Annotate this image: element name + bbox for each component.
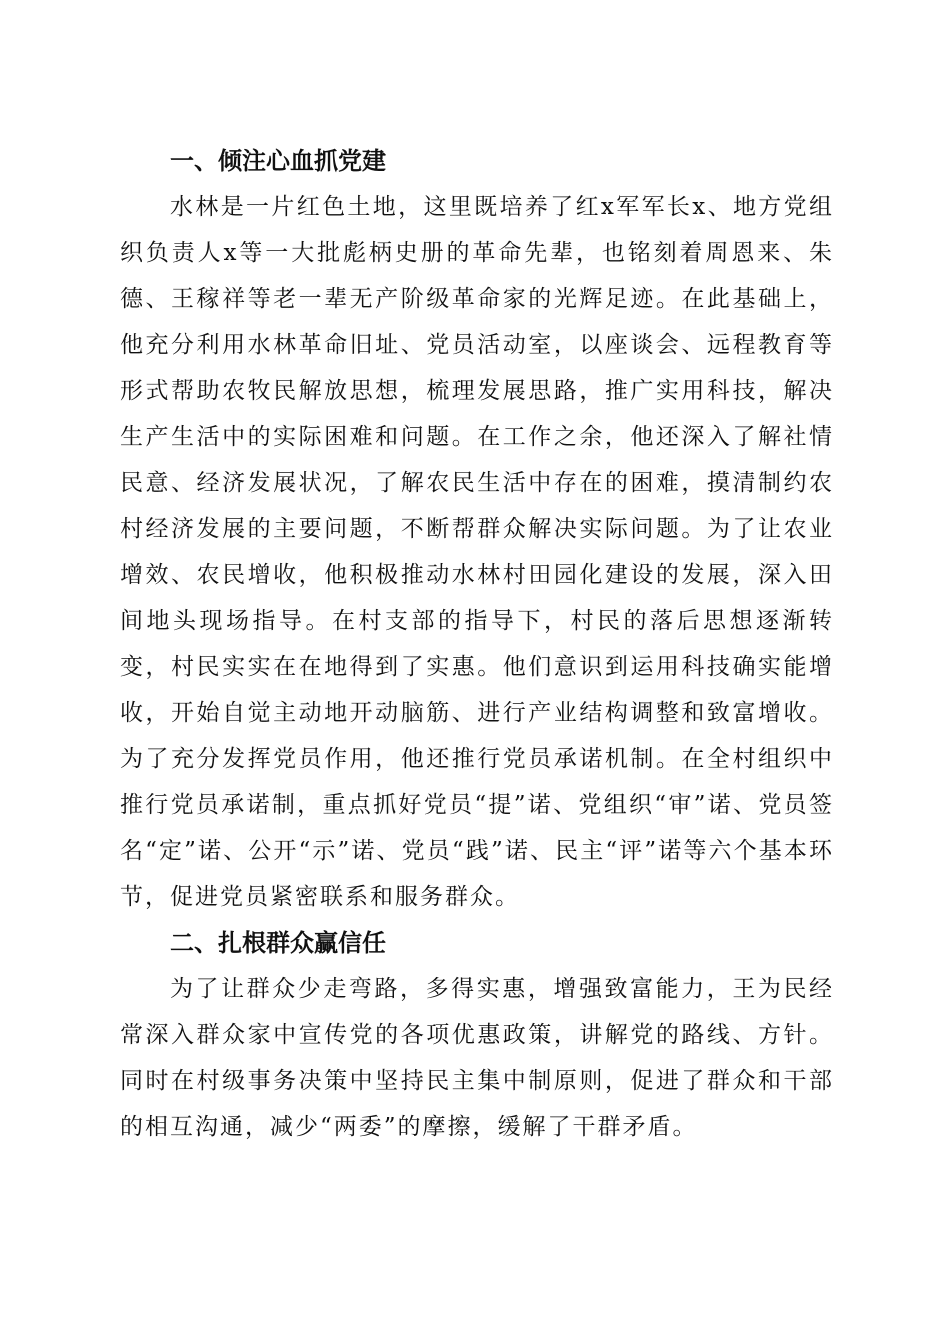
section-heading-1: 一、倾注心血抓党建 (170, 147, 386, 175)
section-heading-2: 二、扎根群众赢信任 (170, 929, 386, 957)
section-paragraph-2: 为了让群众少走弯路，多得实惠，增强致富能力，王为民经常深入群众家中宣传党的各项优惠政策，讲解党的路线、方针。同时在村级事务决策中坚持民主集中制原则，促进了群众和干部的相互沟通，减少“两委”的摩擦，缓解了干群矛盾。 (120, 976, 834, 1140)
document-body (120, 138, 834, 1150)
section-paragraph-1: 水林是一片红色土地，这里既培养了红x军军长x、地方党组织负责人x等一大批彪柄史册的革命先辈，也铭刻着周恩来、朱德、王稼祥等老一辈无产阶级革命家的光辉足迹。在此基础上，他充分利用水林革命旧址、党员活动室，以座谈会、远程教育等形式帮助农牧民解放思想，梳理发展思路，推广实用科技，解决生产生活中的实际困难和问题。在工作之余，他还深入了解社情民意、经济发展状况，了解农民生活中存在的困难，摸清制约农村经济发展的主要问题，不断帮群众解决实际问题。为了让农业增效、农民增收，他积极推动水林村田园化建设的发展，深入田间地头现场指导。在村支部的指导下，村民的落后思想逐渐转变，村民实实在在地得到了实惠。他们意识到运用科技确实能增收，开始自觉主动地开动脑筋、进行产业结构调整和致富增收。为了充分发挥党员作用，他还推行党员承诺机制。在全村组织中推行党员承诺制，重点抓好党员“提”诺、党组织“审”诺、党员签名“定”诺、公开“示”诺、党员“践”诺、民主“评”诺等六个基本环节，促进党员紧密联系和服务群众。 (120, 194, 834, 910)
